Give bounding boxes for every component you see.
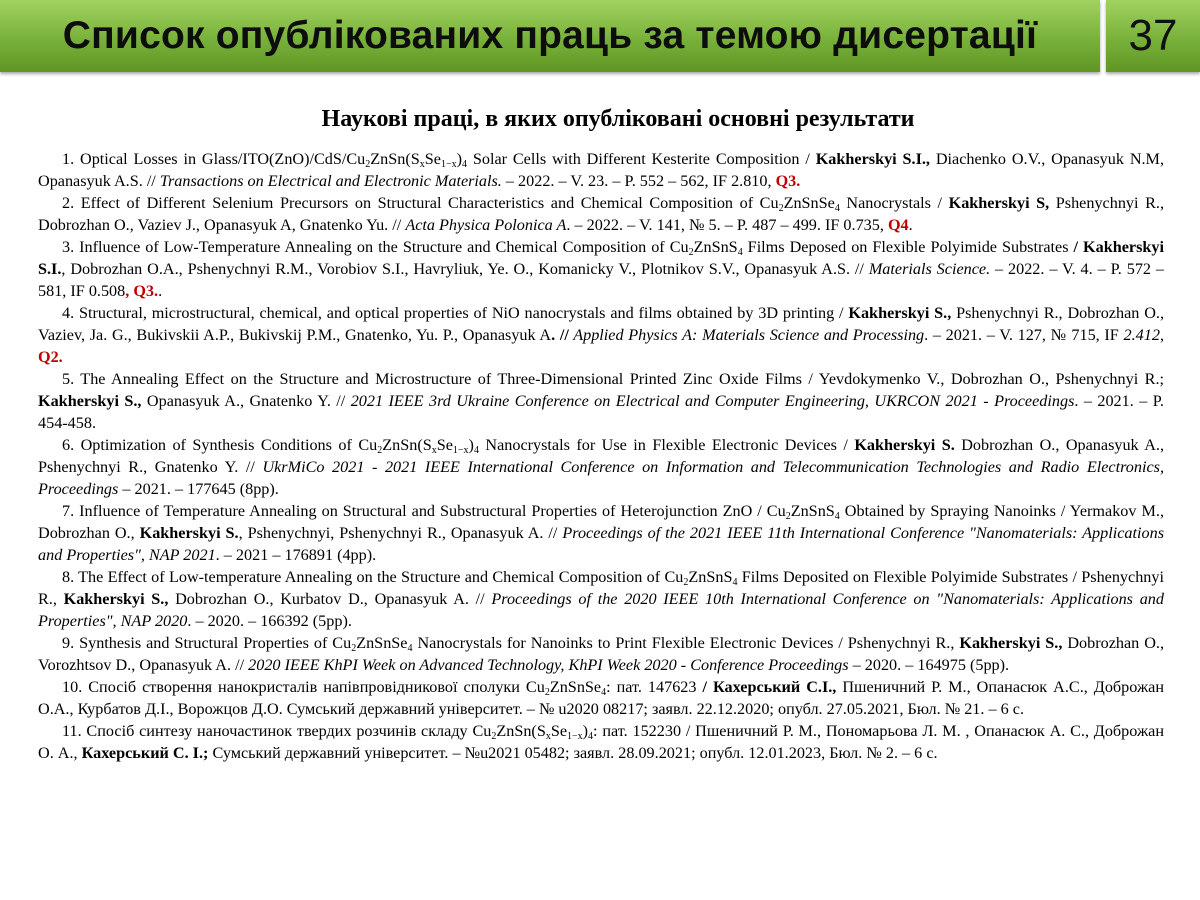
ref-text: ZnSn(S — [370, 150, 420, 168]
ref-text: ) — [456, 150, 462, 168]
subscript: 2 — [365, 159, 371, 170]
ref-text: . – 2022. – V. 141, № 5. – P. 487 – 499. IF 0.735, — [566, 216, 888, 234]
subscript: 4 — [407, 643, 413, 654]
ref-text: Films Deposed on Flexible Polyimide Substrates — [742, 238, 1074, 256]
slide-number-box — [1106, 0, 1200, 72]
journal-name: Transactions on Electrical and Electronic Materials. — [159, 172, 502, 190]
journal-name: 2021 IEEE 3rd Ukraine Conference on Electrical and Computer Engineering, UKRCON 2021 - Proceedings — [350, 392, 1075, 410]
subscript: 4 — [473, 445, 479, 456]
ref-text: – 2022. – V. 4. – P. 572 – 581, IF 0.508 — [38, 260, 1164, 300]
ref-text: . – 2021. – P. 454-458. — [38, 392, 1164, 432]
author-name: Kakherskyi S. — [139, 524, 239, 542]
publication-item-7 — [38, 500, 1164, 566]
publication-item-9 — [38, 632, 1164, 676]
subscript: 2 — [778, 203, 784, 214]
ref-text: ZnSnS — [693, 238, 738, 256]
ref-text: 4. Structural, microstructural, chemical, and optical properties of NiO nanocrystals and films obtained by 3D printing / — [62, 304, 849, 322]
journal-name: Proceedings of the 2020 IEEE 10th International Conference on "Nanomaterials: Applications and Properties", NAP 2020 — [38, 590, 1164, 630]
ref-text: ZnSn(S — [496, 722, 546, 740]
ref-text: 7. Influence of Temperature Annealing on Structural and Substructural Properties of Heterojunction ZnO / Cu — [62, 502, 786, 520]
ref-text: . — [908, 216, 913, 234]
quartile-badge: Q2. — [38, 348, 63, 366]
ref-text: Пшеничний Р. М., Опанасюк А.С., Доброжан О.А., Курбатов Д.І., Ворожцов Д.О. Сумський державний університет. – № u2020 08217; заявл. 22.12.2020; опубл. 27.05.2021, Бюл. № 21. – 6 с. — [38, 678, 1164, 718]
journal-name: UkrMiCo 2021 - 2021 IEEE International Conference on Information and Telecommunication Technologies and Radio Electronics, Proceedings — [38, 458, 1164, 498]
ref-text: ZnSnS — [688, 568, 733, 586]
subscript: 4 — [601, 687, 607, 698]
ref-text: 9. Synthesis and Structural Properties of Cu — [62, 634, 352, 652]
ref-text: Pshenychnyi R., Dobrozhan O., Vaziev J., Opanasyuk A, Gnatenko Yu. // — [38, 194, 1164, 234]
subscript: 2 — [491, 731, 497, 742]
subscript: 2 — [351, 643, 357, 654]
slide-number: 37 — [1128, 11, 1178, 60]
ref-text: Dobrozhan O., Opanasyuk A., Pshenychnyi R., Gnatenko Y. // — [38, 436, 1164, 476]
ref-text: : пат. 147623 — [606, 678, 703, 696]
ref-text: Opanasyuk A., Gnatenko Y. // — [141, 392, 351, 410]
slide-header — [0, 0, 1200, 74]
journal-name: Applied Physics A: Materials Science and Processing — [568, 326, 925, 344]
ref-text: ZnSnSe — [783, 194, 835, 212]
author-name: Kakherskyi S. — [854, 436, 955, 454]
ref-text: Сумський державний університет. – №u2021 05482; заявл. 28.09.2021; опубл. 12.01.2023, Бюл. № 2. – 6 с. — [208, 744, 938, 762]
publication-item-8 — [38, 566, 1164, 632]
ref-text: Diachenko O.V., Opanasyuk N.M, Opanasyuk A.S. // — [38, 150, 1164, 190]
ref-text: 11. Спосіб синтезу наночастинок твердих розчинів складу Cu — [62, 722, 492, 740]
author-name: Kakherskyi S., — [848, 304, 952, 322]
subscript: 4 — [732, 577, 738, 588]
ref-text: . – 2021. – V. 127, № 715, IF — [924, 326, 1124, 344]
subscript: 2 — [683, 577, 689, 588]
ref-text: Pshenychnyi R., Dobrozhan O., Vaziev, Ja. G., Bukivskii A.P., Bukivskij P.M., Gnatenko, Yu. P., Opanasyuk A — [38, 304, 1164, 344]
ref-text: Nanocrystals / — [839, 194, 949, 212]
ref-text: Solar Cells with Different Kesterite Composition / — [466, 150, 816, 168]
subscript: 4 — [737, 247, 743, 258]
ref-text: Nanocrystals for Use in Flexible Electronic Devices / — [478, 436, 855, 454]
publication-item-5 — [38, 368, 1164, 434]
ref-text: . — [158, 282, 163, 300]
subscript: x — [419, 159, 425, 170]
subscript: 2 — [544, 687, 550, 698]
subscript: 4 — [588, 731, 594, 742]
impact-factor: 2.412 — [1123, 326, 1160, 344]
ref-text: 8. The Effect of Low-temperature Annealing on the Structure and Chemical Composition of Cu — [62, 568, 684, 586]
subscript: 4 — [834, 511, 840, 522]
slide-title: Список опублікованих праць за темою дисертації — [62, 14, 1038, 57]
ref-text: – 2022. – V. 23. – P. 552 – 562, IF 2.810, — [501, 172, 776, 190]
quartile-badge: Q3. — [775, 172, 801, 190]
ref-text: 3. Influence of Low-Temperature Annealing on the Structure and Chemical Composition of Cu — [62, 238, 689, 256]
ref-text: ZnSnSe — [549, 678, 602, 696]
ref-text: – 2020. – 164975 (5pp). — [848, 656, 1010, 674]
subscript: 4 — [834, 203, 840, 214]
ref-text: , Pshenychnyi, Pshenychnyi R., Opanasyuk A. // — [238, 524, 563, 542]
ref-text: ZnSnS — [790, 502, 835, 520]
author-name: Kakherskyi S., — [38, 392, 142, 410]
ref-text: . // — [551, 326, 569, 344]
quartile-badge: , Q3. — [125, 282, 159, 300]
section-title: Наукові праці, в яких опубліковані основні результати — [321, 106, 915, 132]
subscript: 2 — [377, 445, 383, 456]
publication-list — [38, 148, 1164, 764]
publication-item-6 — [38, 434, 1164, 500]
ref-text: ZnSn(S — [382, 436, 432, 454]
ref-text: Se — [550, 722, 568, 740]
journal-name: Acta Physica Polonica A — [405, 216, 567, 234]
subscript: 2 — [688, 247, 694, 258]
quartile-badge: Q4 — [887, 216, 909, 234]
publication-item-1 — [38, 148, 1164, 192]
ref-text: Obtained by Spraying Nanoinks / Yermakov M., Dobrozhan O., — [38, 502, 1164, 542]
ref-text: Dobrozhan O., Vorozhtsov D., Opanasyuk A. // — [38, 634, 1165, 674]
ref-text: , Dobrozhan O.A., Pshenychnyi R.M., Vorobiov S.I., Havryliuk, Ye. O., Komanicky V., Plotnikov S.V., Opanasyuk A.S. // — [61, 260, 869, 278]
ref-text: ) — [582, 722, 589, 740]
subscript: x — [431, 445, 437, 456]
publication-item-2 — [38, 192, 1164, 236]
journal-name: 2020 IEEE KhPI Week on Advanced Technology, KhPI Week 2020 - Conference Proceedings — [248, 656, 849, 674]
journal-name: Proceedings of the 2021 IEEE 11th International Conference "Nanomaterials: Applications and Properties", NAP 2021 — [38, 524, 1164, 564]
publication-item-11 — [38, 720, 1164, 764]
ref-text: Se — [436, 436, 453, 454]
ref-text: ) — [468, 436, 474, 454]
ref-text: 2. Effect of Different Selenium Precursors on Structural Characteristics and Chemical Composition of Cu — [62, 194, 779, 212]
subscript: 1−x — [567, 731, 583, 742]
author-name: Kakherskyi S., — [959, 634, 1063, 652]
subscript: 4 — [461, 159, 467, 170]
title-bar — [0, 0, 1100, 72]
author-name: / Kakherskyi S.I. — [38, 238, 1164, 278]
ref-text: Films Deposited on Flexible Polyimide Substrates / Pshenychnyi R., — [38, 568, 1164, 608]
publication-item-10 — [38, 676, 1164, 720]
author-name: Kakherskyi S, — [948, 194, 1050, 212]
ref-text: Nanocrystals for Nanoinks to Print Flexible Electronic Devices / Pshenychnyi R., — [412, 634, 960, 652]
author-name: / Кахерський С.І., — [702, 678, 837, 696]
ref-text: – 2021. – 177645 (8pp). — [118, 480, 279, 498]
ref-text: Dobrozhan O., Kurbatov D., Opanasyuk A. // — [168, 590, 492, 608]
ref-text: : пат. 152230 / Пшеничний Р. М., Пономарьова Л. М. , Опанасюк А. С., Доброжан О. А., — [38, 722, 1164, 762]
ref-text: , — [1159, 326, 1164, 344]
ref-text: 5. The Annealing Effect on the Structure and Microstructure of Three-Dimensional Printed Zinc Oxide Films / Yevdokymenko V., Dobrozhan O., Pshenychnyi R.; — [62, 370, 1164, 388]
subscript: 1−x — [452, 445, 469, 456]
author-name: Kakherskyi S., — [63, 590, 169, 608]
ref-text: 10. Спосіб створення нанокристалів напівпровідникової сполуки Cu — [62, 678, 545, 696]
publication-item-4 — [38, 302, 1164, 368]
publication-item-3 — [38, 236, 1164, 302]
ref-text: 6. Optimization of Synthesis Conditions of Cu — [62, 436, 378, 454]
ref-text: ZnSnSe — [356, 634, 408, 652]
ref-text: Se — [424, 150, 441, 168]
ref-text: . – 2021 – 176891 (4pp). — [215, 546, 377, 564]
subscript: 2 — [785, 511, 791, 522]
author-name: Kakherskyi S.I., — [815, 150, 930, 168]
author-name: Кахерський С. І.; — [81, 744, 209, 762]
journal-name: Materials Science. — [868, 260, 991, 278]
subscript: x — [545, 731, 551, 742]
subscript: 1−x — [440, 159, 457, 170]
ref-text: 1. Optical Losses in Glass/ITO(ZnO)/CdS/Cu — [62, 150, 366, 168]
ref-text: . – 2020. – 166392 (5pp). — [187, 612, 352, 630]
